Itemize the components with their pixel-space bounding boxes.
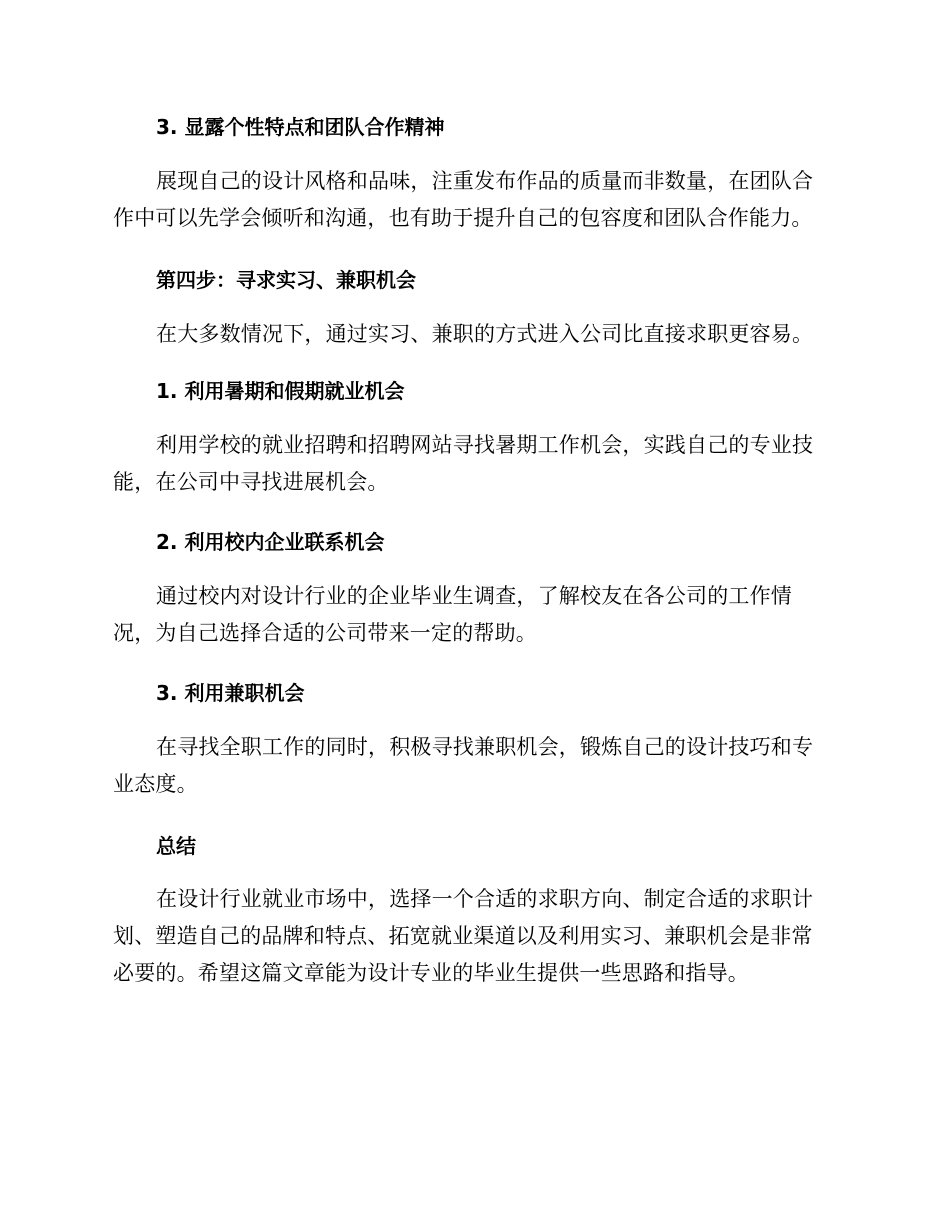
paragraph-summary: 在设计行业就业市场中，选择一个合适的求职方向、制定合适的求职计划、塑造自己的品牌和特点、拓宽就业渠道以及利用实习、兼职机会是非常必要的。希望这篇文章能为设计专业的毕业生提供一些思路和指导。 [113,887,814,985]
paragraph-part-time: 在寻找全职工作的同时，积极寻找兼职机会，锻炼自己的设计技巧和专业态度。 [113,735,814,796]
section-heading-part-time: 3. 利用兼职机会 [156,681,305,705]
section-heading-summary: 总结 [156,834,196,858]
paragraph-personality: 展现自己的设计风格和品味，注重发布作品的质量而非数量，在团队合作中可以先学会倾听和沟通，也有助于提升自己的包容度和团队合作能力。 [113,169,814,230]
section-heading-personality: 3. 显露个性特点和团队合作精神 [156,115,445,139]
paragraph-campus-enterprise: 通过校内对设计行业的企业毕业生调查，了解校友在各公司的工作情况，为自己选择合适的公司带来一定的帮助。 [113,584,792,645]
section-heading-summer-jobs: 1. 利用暑期和假期就业机会 [156,379,405,403]
paragraph-summer-jobs: 利用学校的就业招聘和招聘网站寻找暑期工作机会，实践自己的专业技能，在公司中寻找进展机会。 [113,433,814,494]
section-heading-campus-enterprise: 2. 利用校内企业联系机会 [156,530,385,554]
section-heading-step-four: 第四步：寻求实习、兼职机会 [156,268,416,292]
paragraph-step-four: 在大多数情况下，通过实习、兼职的方式进入公司比直接求职更容易。 [156,322,814,346]
